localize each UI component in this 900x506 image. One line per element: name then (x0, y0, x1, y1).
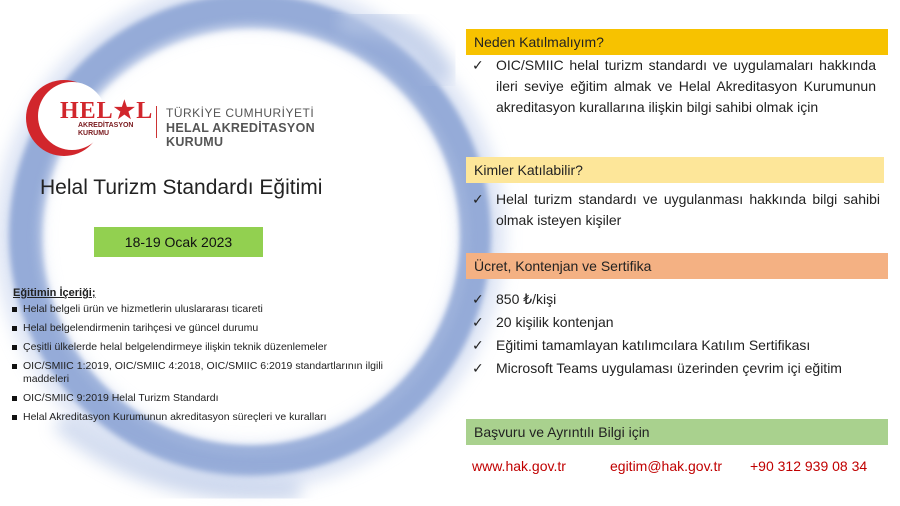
why-attend-list (470, 55, 876, 118)
square-bullet-icon (12, 307, 17, 312)
logo-divider (156, 106, 157, 138)
right-panel (466, 0, 900, 506)
logo-subtitle: AKREDİTASYON KURUMU (78, 122, 134, 137)
who-can-attend-list (470, 189, 880, 231)
left-panel (0, 0, 440, 506)
content-item (11, 360, 383, 386)
who-can-attend-text: Helal turizm standardı ve uygulanması hakkında bilgi sahibi olmak isteyen kişiler (496, 191, 880, 228)
square-bullet-icon (12, 326, 17, 331)
fee-item-text: Eğitimi tamamlayan katılımcılara Katılım Sertifikası (496, 337, 811, 353)
checkmark-icon: ✓ (472, 191, 484, 207)
who-can-attend-item (470, 189, 880, 231)
who-can-attend-header: Kimler Katılabilir? (466, 157, 884, 183)
checkmark-icon: ✓ (472, 337, 484, 353)
checkmark-icon: ✓ (472, 314, 484, 330)
content-item-text: OIC/SMIIC 1:2019, OIC/SMIIC 4:2018, OIC/SMIIC 6:2019 standartlarının ilgili maddeleri (23, 360, 383, 385)
logo-org-line1: TÜRKİYE CUMHURİYETİ (166, 106, 315, 120)
date-badge: 18-19 Ocak 2023 (94, 227, 263, 257)
content-item-text: Helal Akreditasyon Kurumunun akreditasyon süreçleri ve kuralları (23, 411, 327, 423)
content-item-text: Helal belgelendirmenin tarihçesi ve güncel durumu (23, 322, 259, 334)
content-item (11, 392, 383, 405)
content-item (11, 341, 383, 354)
fee-item (470, 289, 890, 310)
logo-org-line2: HELAL AKREDİTASYON KURUMU (166, 121, 315, 149)
fee-item (470, 335, 890, 356)
fee-item-text: 850 ₺/kişi (496, 291, 557, 307)
fee-item (470, 358, 890, 379)
why-attend-header: Neden Katılmalıyım? (466, 29, 888, 55)
logo-wordmark: HEL★L (60, 98, 154, 124)
checkmark-icon: ✓ (472, 360, 484, 376)
content-item (11, 411, 383, 424)
contact-row (472, 458, 892, 478)
content-item (11, 322, 383, 335)
why-attend-text: OIC/SMIIC helal turizm standardı ve uygulamaları hakkında ileri seviye eğitim almak ve Helal Akreditasyon Kurumunun akreditasyon kurallarına ilişkin bilgi sahibi olmak için (496, 57, 876, 115)
checkmark-icon: ✓ (472, 57, 484, 73)
content-item-text: Çeşitli ülkelerde helal belgelendirmeye ilişkin teknik düzenlemeler (23, 341, 328, 353)
hak-logo (22, 76, 352, 156)
checkmark-icon: ✓ (472, 291, 484, 307)
page-title: Helal Turizm Standardı Eğitimi (40, 176, 323, 199)
phone-number[interactable]: +90 312 939 08 34 (750, 458, 868, 474)
fee-item-text: 20 kişilik kontenjan (496, 314, 614, 330)
content-item-text: OIC/SMIIC 9:2019 Helal Turizm Standardı (23, 392, 219, 404)
fee-item-text: Microsoft Teams uygulaması üzerinden çevrim içi eğitim (496, 360, 842, 376)
square-bullet-icon (12, 364, 17, 369)
square-bullet-icon (12, 345, 17, 350)
fee-quota-certificate-header: Ücret, Kontenjan ve Sertifika (466, 253, 888, 279)
content-list (11, 303, 383, 430)
square-bullet-icon (12, 396, 17, 401)
apply-info-header: Başvuru ve Ayrıntılı Bilgi için (466, 419, 888, 445)
why-attend-item (470, 55, 876, 118)
fee-list (470, 289, 890, 381)
content-item (11, 303, 383, 316)
content-heading: Eğitimin İçeriği; (13, 287, 96, 299)
website-link[interactable]: www.hak.gov.tr (472, 458, 566, 474)
square-bullet-icon (12, 415, 17, 420)
email-link[interactable]: egitim@hak.gov.tr (610, 458, 722, 474)
content-item-text: Helal belgeli ürün ve hizmetlerin uluslararası ticareti (23, 303, 263, 315)
fee-item (470, 312, 890, 333)
